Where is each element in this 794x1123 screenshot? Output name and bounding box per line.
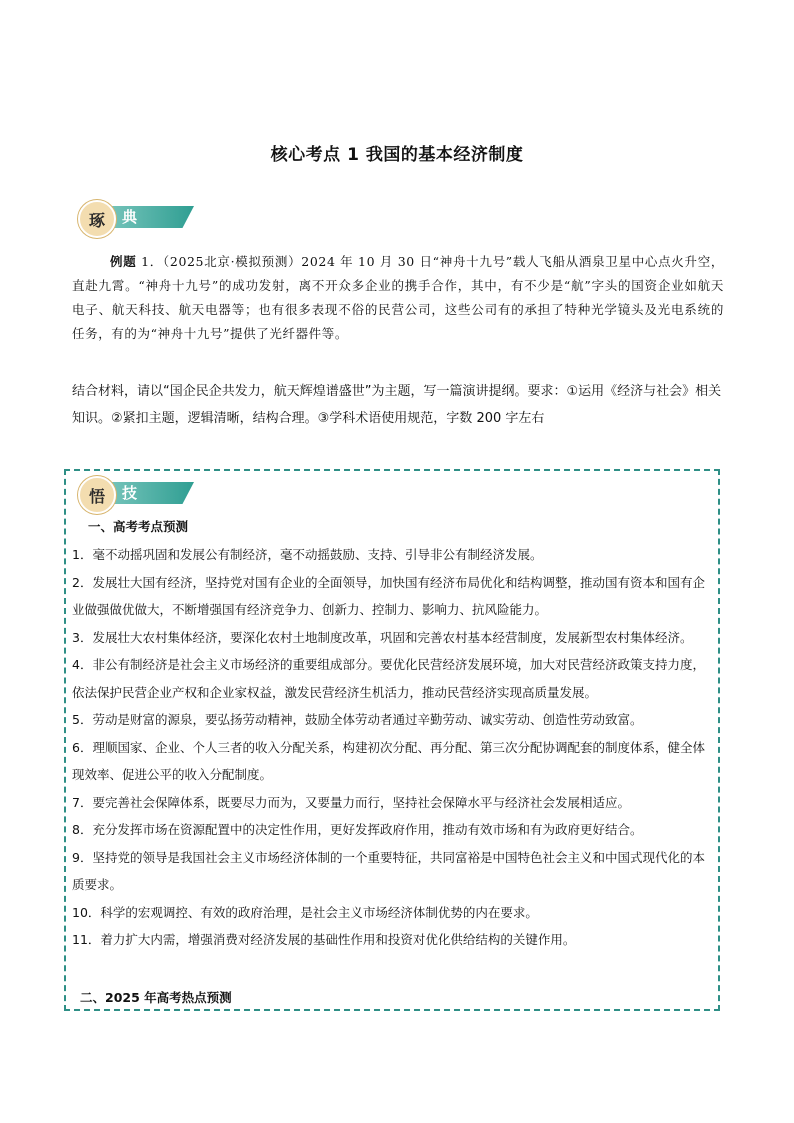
badge-seal-icon: 悟: [78, 476, 116, 514]
badge-label: 典例: [122, 208, 140, 246]
points-list: [72, 541, 714, 954]
badge-seal-icon: 琢: [78, 200, 116, 238]
example-paragraph: [72, 250, 724, 346]
list-item: 3．发展壮大农村集体经济，要深化农村土地制度改革，巩固和完善农村基本经营制度，发展新型农村集体经济。: [72, 629, 693, 645]
example-text: 1．（2025北京·模拟预测）2024 年 10 月 30 日“神舟十九号”载人飞船从酒泉卫星中心点火升空，直赴九霄。“神舟十九号”的成功发射，离不开众多企业的携手合作，其中，有不少是“航”字头的国资企业如航天电子、航天科技、航天电器等；也有很多表现不俗的民营公司，这些公司有的承担了特种光学镜头及光电系统的任务，有的为“神舟十九号”提供了光纤器件等。: [72, 254, 724, 341]
list-item: 1．毫不动摇巩固和发展公有制经济，毫不动摇鼓励、支持、引导非公有制经济发展。: [72, 547, 543, 562]
page-title: 核心考点 1 我国的基本经济制度: [270, 145, 524, 165]
list-item: 6．理顺国家、企业、个人三者的收入分配关系，构建初次分配、再分配、第三次分配协调配套的制度体系，健全体现效率、促进公平的收入分配制度。: [72, 739, 705, 782]
list-item: 9．坚持党的领导是我国社会主义市场经济体制的一个重要特征，共同富裕是中国特色社会主义和中国式现代化的本质要求。: [72, 849, 705, 892]
section-heading-2: 二、2025 年高考热点预测: [80, 990, 232, 1005]
list-item: 10．科学的宏观调控、有效的政府治理，是社会主义市场经济体制优势的内在要求。: [72, 904, 538, 920]
example-label: 例题: [110, 254, 137, 269]
list-item: 2．发展壮大国有经济，坚持党对国有企业的全面领导，加快国有经济布局优化和结构调整，推动国有资本和国有企业做强做优做大，不断增强国有经济竞争力、创新力、控制力、影响力、抗风险能力。: [72, 574, 705, 617]
list-item: 7．要完善社会保障体系，既要尽力而为，又要量力而行，坚持社会保障水平与经济社会发展相适应。: [72, 794, 630, 810]
list-item: 8．充分发挥市场在资源配置中的决定性作用，更好发挥政府作用，推动有效市场和有为政府更好结合。: [72, 822, 643, 837]
badge-label: 技能: [122, 484, 140, 522]
section-heading-1: 一、高考考点预测: [88, 519, 189, 534]
question-text: 结合材料，请以“国企民企共发力，航天辉煌谱盛世”为主题，写一篇演讲提纲。要求：①运用《经济与社会》相关知识。②紧扣主题，逻辑清晰，结构合理。③学科术语使用规范，字数 200 字左右: [72, 384, 722, 426]
list-item: 5．劳动是财富的源泉，要弘扬劳动精神，鼓励全体劳动者通过辛勤劳动、诚实劳动、创造性劳动致富。: [72, 712, 643, 727]
list-item: 11．着力扩大内需，增强消费对经济发展的基础性作用和投资对优化供给结构的关键作用。: [72, 932, 576, 947]
list-item: 4．非公有制经济是社会主义市场经济的重要组成部分。要优化民营经济发展环境，加大对民营经济政策支持力度，依法保护民营企业产权和企业家权益，激发民营经济生机活力，推动民营经济实现高质量发展。: [72, 657, 705, 700]
